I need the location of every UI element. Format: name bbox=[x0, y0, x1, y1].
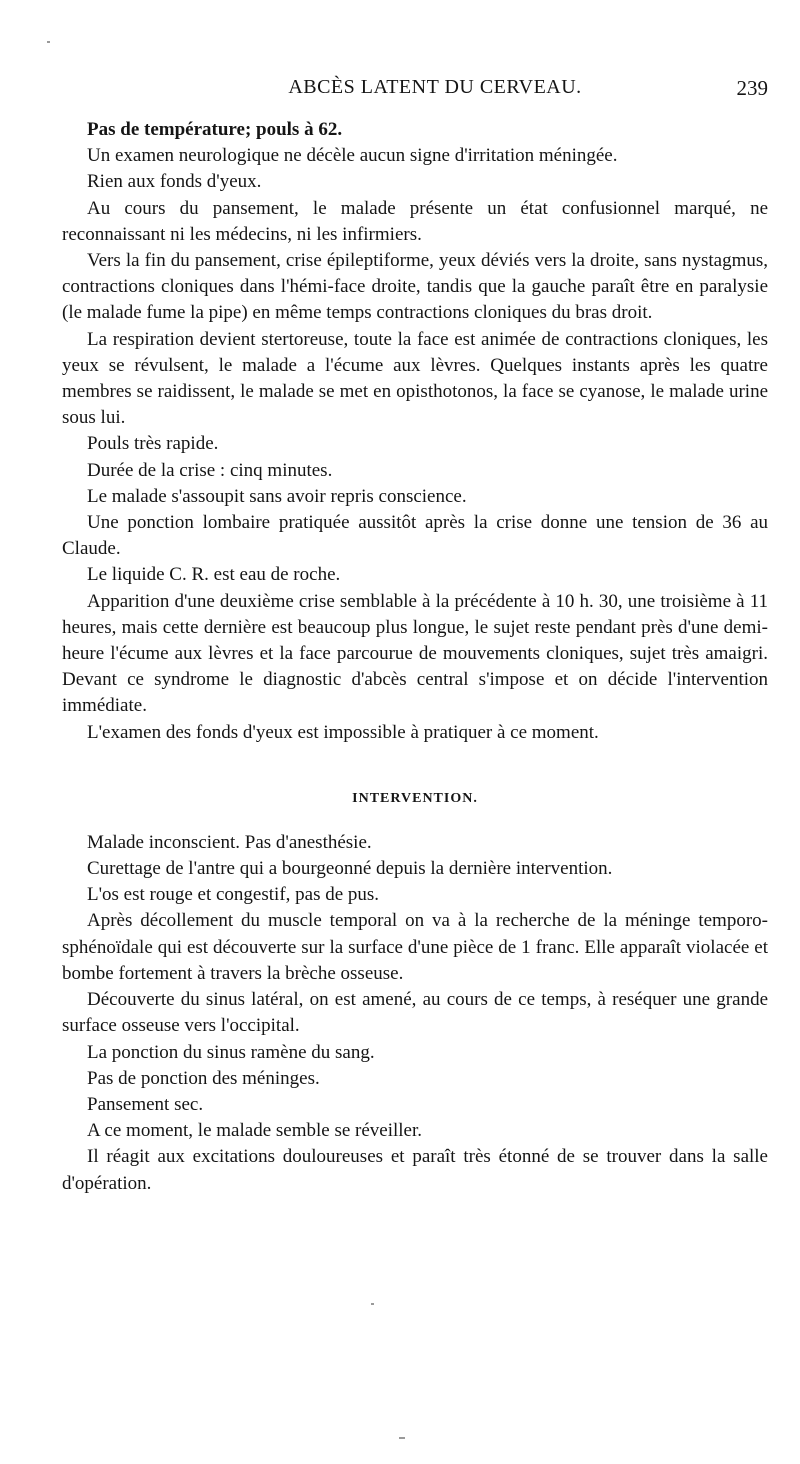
paragraph: Apparition d'une deuxième crise semblable à la précédente à 10 h. 30, une troisième à 11 heures, mais cette dernière est beaucoup plus longue, le sujet reste pendant près d'une demi-heure l'écume aux lèvres et la face parcourue de mouvements cloniques, sujet très amaigri. Devant ce syndrome le diagnostic d'abcès central s'impose et on décide l'intervention immédiate. bbox=[62, 590, 768, 717]
scan-speck bbox=[47, 41, 50, 43]
scan-speck bbox=[399, 1437, 405, 1439]
paragraph: A ce moment, le malade semble se réveiller. bbox=[87, 1120, 423, 1142]
paragraph: Au cours du pansement, le malade présente un état confusionnel marqué, ne reconnaissant ni les médecins, ni les infirmiers. bbox=[62, 197, 768, 245]
scan-speck bbox=[371, 1303, 374, 1305]
paragraph: La respiration devient stertoreuse, toute la face est animée de contractions cloniques, les yeux se révulsent, le malade a l'écume aux lèvres. Quelques instants après les quatre membres se raidissent, le malade se met en opisthotonos, la face se cyanose, le malade urine sous lui. bbox=[62, 328, 768, 429]
paragraph: Vers la fin du pansement, crise épileptiforme, yeux déviés vers la droite, sans nystagmus, contractions cloniques dans l'hémi-face droite, tandis que la gauche paraît être en paralysie (le malade fume la pipe) en même temps contractions cloniques du bras droit. bbox=[62, 250, 768, 324]
paragraph: Curettage de l'antre qui a bourgeonné depuis la dernière intervention. bbox=[87, 858, 613, 880]
paragraph: Il réagit aux excitations douloureuses et paraît très étonné de se trouver dans la salle d'opération. bbox=[62, 1146, 768, 1194]
paragraph: Le malade s'assoupit sans avoir repris conscience. bbox=[87, 485, 467, 507]
paragraph: Un examen neurologique ne décèle aucun signe d'irritation méningée. bbox=[87, 145, 618, 167]
paragraph: Rien aux fonds d'yeux. bbox=[87, 171, 262, 193]
section-spacer bbox=[62, 746, 768, 786]
paragraph: Une ponction lombaire pratiquée aussitôt après la crise donne une tension de 36 au Claude. bbox=[62, 512, 768, 560]
paragraph: Après décollement du muscle temporal on va à la recherche de la méninge temporo-sphénoïdale qui est découverte sur la surface d'une pièce de 1 franc. Elle apparaît violacée et bombe fortement à travers la brèche osseuse. bbox=[62, 910, 768, 984]
paragraph: Pas de ponction des méninges. bbox=[87, 1067, 320, 1089]
running-title: ABCÈS LATENT DU CERVEAU. bbox=[288, 76, 582, 98]
paragraph: Pas de température; pouls à 62. bbox=[87, 119, 343, 140]
paragraph: Le liquide C. R. est eau de roche. bbox=[87, 564, 341, 586]
page-number: 239 bbox=[736, 76, 768, 100]
body-text bbox=[62, 117, 768, 1197]
section-spacer bbox=[62, 812, 768, 830]
paragraph: L'os est rouge et congestif, pas de pus. bbox=[87, 884, 380, 906]
paragraph: Malade inconscient. Pas d'anesthésie. bbox=[87, 831, 372, 853]
paragraph: Découverte du sinus latéral, on est amené, au cours de ce temps, à reséquer une grande surface osseuse vers l'occipital. bbox=[62, 989, 768, 1037]
paragraph: Durée de la crise : cinq minutes. bbox=[87, 459, 333, 481]
paragraph: L'examen des fonds d'yeux est impossible à pratiquer à ce moment. bbox=[87, 721, 599, 743]
section-heading: INTERVENTION. bbox=[352, 790, 478, 806]
paragraph: La ponction du sinus ramène du sang. bbox=[87, 1041, 375, 1063]
paragraph: Pansement sec. bbox=[87, 1093, 204, 1115]
paragraph: Pouls très rapide. bbox=[87, 433, 219, 455]
running-head bbox=[62, 76, 768, 106]
